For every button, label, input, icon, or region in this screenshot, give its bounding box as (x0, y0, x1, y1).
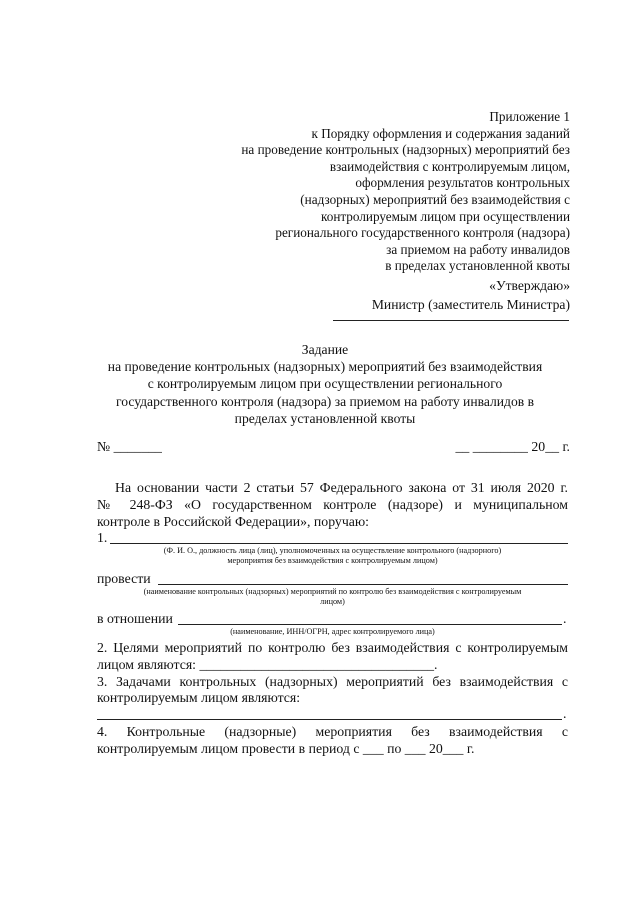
regarding-fill-line[interactable] (178, 624, 562, 625)
regarding-end: . (563, 611, 567, 626)
title-line: с контролируемым лицом при осуществлении регионального (147, 376, 503, 392)
task-number: № _______ (97, 439, 162, 454)
signature-line (333, 320, 569, 321)
item2-line-2: лицом являются: __________________________________. (97, 657, 438, 672)
approval-block (372, 276, 570, 314)
item1-caption-2: мероприятия без взаимодействия с контролируемым лицом) (227, 556, 438, 565)
task-date: __ ________ 20__ г. (455, 439, 570, 454)
regarding-caption: (наименование, ИНН/ОГРН, адрес контролируемого лица) (230, 627, 435, 636)
appendix-line: регионального государственного контроля (надзора) (275, 225, 570, 241)
item3-end: . (563, 706, 567, 721)
conduct-caption-2: лицом) (320, 597, 345, 606)
appendix-line: к Порядку оформления и содержания заданий (311, 125, 570, 141)
appendix-line: в пределах установленной квоты (385, 258, 570, 274)
conduct-fill-line[interactable] (158, 584, 568, 585)
item3-line-1: 3. Задачами контрольных (надзорных) мероприятий без взаимодействия с (97, 674, 568, 689)
item3-fill-line[interactable] (97, 719, 562, 720)
intro-line-1: На основании части 2 статьи 57 Федерального закона от 31 июля 2020 г. (115, 480, 568, 495)
title-line: на проведение контрольных (надзорных) мероприятий без взаимодействия (107, 359, 543, 375)
conduct-caption-1: (наименование контрольных (надзорных) мероприятий по контролю без взаимодействия с контролируемым (143, 587, 522, 596)
appendix-line: контролируемым лицом при осуществлении (321, 208, 570, 224)
conduct-label: провести (97, 571, 151, 586)
item1-label: 1. (97, 530, 108, 545)
appendix-line: взаимодействия с контролируемым лицом, (329, 158, 570, 174)
approval-position: Министр (заместитель Министра) (371, 297, 570, 312)
appendix-line: за приемом на работу инвалидов (386, 241, 570, 257)
item4-line-1: 4. Контрольные (надзорные) мероприятия без взаимодействия с (97, 724, 568, 739)
item1-caption-1: (Ф. И. О., должность лица (лиц), уполномоченных на осуществление контрольного (надзорного) (163, 546, 502, 555)
item4-line-2: контролируемым лицом провести в период с ___ по ___ 20___ г. (97, 741, 475, 756)
appendix-line: на проведение контрольных (надзорных) мероприятий без (241, 142, 570, 158)
appendix-line: оформления результатов контрольных (355, 175, 570, 191)
intro-line-3: контроле в Российской Федерации», поручаю: (97, 514, 370, 529)
appendix-block (170, 109, 570, 275)
document-title (90, 341, 560, 427)
appendix-line: Приложение 1 (489, 109, 570, 124)
item2-line-1: 2. Целями мероприятий по контролю без взаимодействия с контролируемым (97, 640, 568, 655)
intro-line-2: № 248-ФЗ «О государственном контроле (надзоре) и муниципальном (97, 497, 568, 512)
title-line: Задание (301, 342, 349, 357)
title-line: государственного контроля (надзора) за приемом на работу инвалидов в (115, 393, 535, 409)
regarding-label: в отношении (97, 611, 173, 626)
item1-fill-line[interactable] (110, 543, 568, 544)
item3-line-2: контролируемым лицом являются: (97, 690, 301, 705)
approval-label: «Утверждаю» (489, 278, 570, 293)
title-line: пределах установленной квоты (234, 410, 416, 426)
appendix-line: (надзорных) мероприятий без взаимодействия с (300, 191, 570, 207)
